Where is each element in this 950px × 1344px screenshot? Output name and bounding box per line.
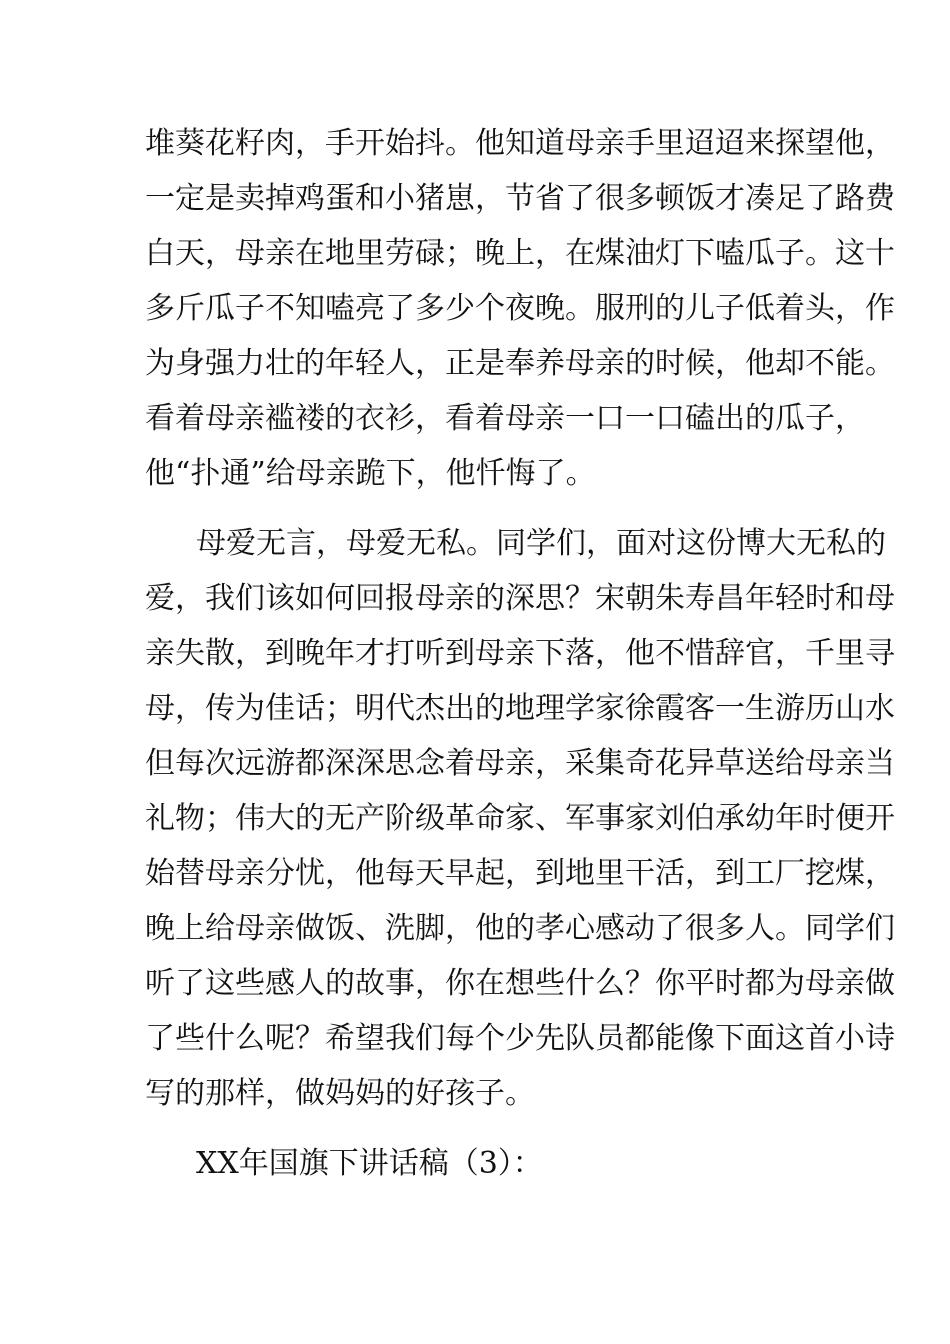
text-line: 他“扑通”给母亲跪下，他忏悔了。 [145, 456, 596, 491]
text-line: 堆葵花籽肉，手开始抖。他知道母亲手里迢迢来探望他， [145, 126, 895, 161]
text-line: 晚上给母亲做饭、洗脚，他的孝心感动了很多人。同学们 [145, 911, 895, 946]
text-line: 听了这些感人的故事，你在想些什么？你平时都为母亲做 [145, 966, 895, 1001]
text-line: 但每次远游都深深思念着母亲，采集奇花异草送给母亲当 [145, 746, 895, 781]
text-line: 一定是卖掉鸡蛋和小猪崽，节省了很多顿饭才凑足了路费 [145, 181, 895, 216]
text-line: 爱，我们该如何回报母亲的深思？宋朝朱寿昌年轻时和母 [145, 581, 895, 616]
text-line: 写的那样，做妈妈的好孩子。 [145, 1076, 535, 1111]
text-line: 为身强力壮的年轻人，正是奉养母亲的时候，他却不能。 [145, 346, 895, 381]
paragraph-start-line: 母爱无言，母爱无私。同学们，面对这份博大无私的 [196, 526, 886, 561]
text-line: 了些什么呢？希望我们每个少先队员都能像下面这首小诗 [145, 1021, 895, 1056]
text-line: 白天，母亲在地里劳碌；晚上，在煤油灯下嗑瓜子。这十 [145, 236, 895, 271]
text-line: 母，传为佳话；明代杰出的地理学家徐霞客一生游历山水 [145, 691, 895, 726]
text-line: 多斤瓜子不知嗑亮了多少个夜晚。服刑的儿子低着头，作 [145, 291, 895, 326]
text-line: 亲失散，到晚年才打听到母亲下落，他不惜辞官，千里寻 [145, 636, 895, 671]
text-line: 始替母亲分忧，他每天早起，到地里干活，到工厂挖煤， [145, 856, 895, 891]
text-line: 礼物；伟大的无产阶级革命家、军事家刘伯承幼年时便开 [145, 801, 895, 836]
text-line: 看着母亲褴褛的衣衫，看着母亲一口一口磕出的瓜子， [145, 401, 865, 436]
section-heading: XX年国旗下讲话稿（3）： [196, 1146, 543, 1181]
